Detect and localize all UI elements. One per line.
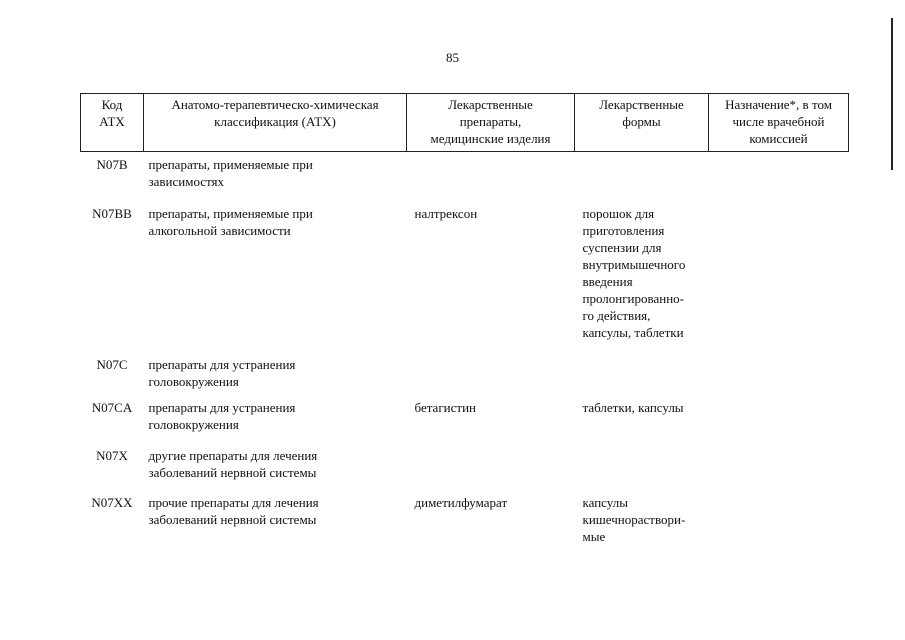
drug-cell (407, 152, 575, 194)
drug-cell (407, 437, 575, 483)
header-atx-classification: Анатомо-терапевтическо-химическая классификация (АТХ) (144, 94, 407, 152)
atx-code-cell: N07XX (91, 495, 133, 510)
atx-classification-cell: другие препараты для лечения заболеваний нервной системы (148, 448, 318, 480)
table-row (81, 437, 849, 483)
atx-code-cell: N07CA (91, 400, 133, 415)
scan-edge-line (891, 18, 893, 170)
header-dosage-forms: Лекарственные формы (575, 94, 709, 152)
atx-code-cell: N07X (96, 448, 128, 463)
dosage-form-cell (575, 152, 709, 194)
dosage-form-cell: таблетки, капсулы (582, 400, 684, 415)
purpose-cell (709, 483, 849, 549)
purpose-cell (709, 152, 849, 194)
drug-cell (407, 341, 575, 390)
purpose-cell (709, 390, 849, 437)
atx-classification-table (80, 93, 849, 549)
table-row (81, 390, 849, 437)
atx-code-cell: N07B (96, 157, 128, 172)
atx-classification-cell: прочие препараты для лечения заболеваний нервной системы (148, 495, 319, 527)
atx-code-cell: N07BB (92, 206, 132, 221)
purpose-cell (709, 341, 849, 390)
drug-cell: диметилфумарат (414, 495, 508, 510)
atx-classification-cell: препараты для устранения головокружения (148, 400, 296, 432)
dosage-form-cell: порошок для приготовления суспензии для внутримышечного введения пролонгированно- го действия, капсулы, таблетки (582, 206, 686, 340)
drug-cell: налтрексон (414, 206, 478, 221)
table-row (81, 483, 849, 549)
header-purpose: Назначение*, в том числе врачебной комиссией (709, 94, 849, 152)
page-number: 85 (446, 50, 459, 65)
header-atx-code: Код АТХ (81, 94, 144, 152)
dosage-form-cell (575, 341, 709, 390)
table-row (81, 341, 849, 390)
dosage-form-cell (575, 437, 709, 483)
atx-classification-cell: препараты для устранения головокружения (148, 357, 296, 389)
atx-classification-cell: препараты, применяемые при алкогольной зависимости (148, 206, 313, 238)
dosage-form-cell: капсулы кишечнораствори- мые (582, 495, 686, 544)
purpose-cell (709, 437, 849, 483)
header-drugs: Лекарственные препараты, медицинские изделия (407, 94, 575, 152)
table-row (81, 193, 849, 341)
purpose-cell (709, 193, 849, 341)
atx-classification-cell: препараты, применяемые при зависимостях (148, 157, 313, 189)
drug-cell: бетагистин (414, 400, 476, 415)
atx-code-cell: N07C (96, 357, 128, 372)
table-row (81, 152, 849, 194)
table-header-row (81, 94, 849, 152)
